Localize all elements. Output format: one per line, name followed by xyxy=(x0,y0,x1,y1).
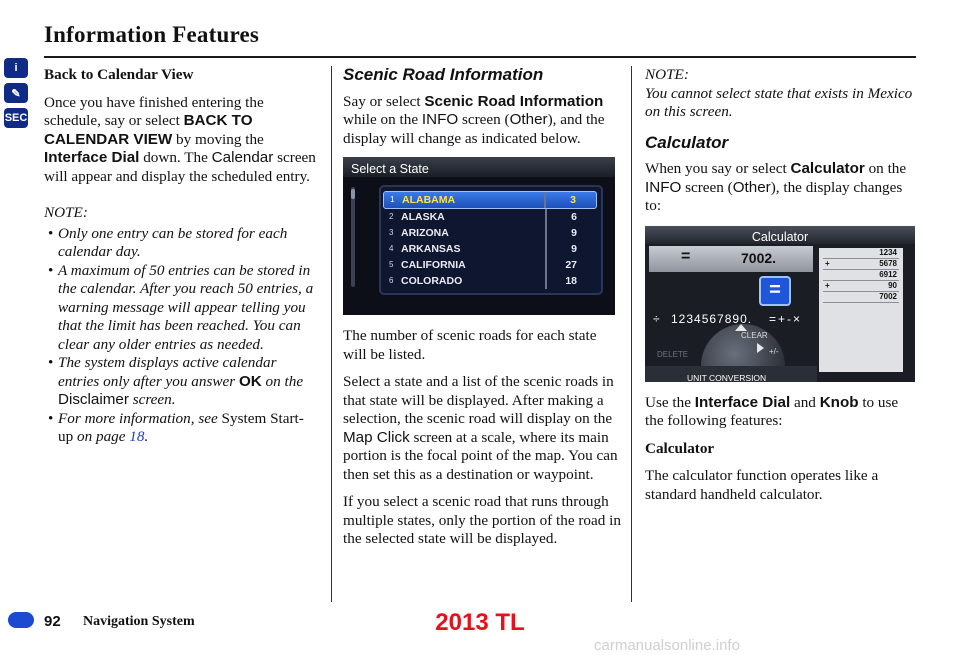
screen-title: Select a State xyxy=(351,162,429,176)
page-link[interactable]: 18 xyxy=(129,428,145,445)
section-heading: Back to Calendar View xyxy=(44,66,194,83)
voice-icon[interactable]: ✎ xyxy=(4,83,28,103)
equals-sign: = xyxy=(681,247,691,265)
list-item[interactable]: 2 ALASKA 6 xyxy=(389,211,577,223)
right-arrow-icon xyxy=(757,343,764,353)
tape-line: 7002 xyxy=(823,292,899,303)
list-item: • A maximum of 50 entries can be stored in the calendar. After you reach 50 entries, a warning message will appear telling you that the limit has been reached. You can clear any older entries as needed. xyxy=(44,262,316,355)
column-2 xyxy=(343,66,621,558)
screen-name: Other xyxy=(732,178,771,196)
digit-keys[interactable]: 1234567890. xyxy=(671,311,753,326)
disclaimer-text: Disclaimer xyxy=(58,391,129,408)
header-rule xyxy=(44,56,916,58)
unit-conversion-button[interactable]: UNIT CONVERSION xyxy=(687,372,767,382)
list-item[interactable]: 6 COLORADO 18 xyxy=(389,275,577,287)
list-item: • The system displays active calendar entries only after you answer OK on the Disclaimer screen. xyxy=(44,354,316,410)
paragraph: Use the Interface Dial and Knob to use the following features: xyxy=(645,393,899,429)
command-text: BACK TO CALENDAR VIEW xyxy=(44,112,253,148)
column-3 xyxy=(645,66,920,513)
sec-icon[interactable]: SEC xyxy=(4,108,28,128)
list-item[interactable]: 3 ARIZONA 9 xyxy=(389,227,577,239)
dial-text: Interface Dial xyxy=(694,393,791,411)
tape-line: 1234 xyxy=(823,248,899,259)
state-list xyxy=(383,191,597,289)
page-number: 92 xyxy=(44,613,61,630)
operator-keys[interactable]: =+-× xyxy=(769,311,803,326)
column-1 xyxy=(44,66,316,447)
list-item[interactable]: 1 ALABAMA 3 xyxy=(383,191,597,209)
scrollbar[interactable] xyxy=(351,187,355,287)
paragraph: If you select a scenic road that runs through multiple states, only the portion of the road in the selected state will be displayed. xyxy=(343,493,621,547)
sub-heading: Calculator xyxy=(645,439,715,457)
note-text: You cannot select state that exists in Mexico on this screen. xyxy=(645,84,913,120)
column-divider xyxy=(331,66,332,602)
command-text: Scenic Road Information xyxy=(424,92,604,110)
note-label: NOTE: xyxy=(44,204,88,221)
paragraph: The calculator function operates like a standard handheld calculator. xyxy=(645,467,879,503)
equals-button[interactable]: = xyxy=(759,276,791,306)
state-select-screenshot xyxy=(343,157,615,315)
tape-line: 6912 xyxy=(823,270,899,281)
screen-name: INFO xyxy=(645,178,682,196)
plusminus-label[interactable]: +/- xyxy=(769,346,779,356)
footer-section: Navigation System xyxy=(83,614,195,629)
knob-text: Knob xyxy=(819,393,859,411)
calc-display xyxy=(649,246,813,272)
site-watermark: carmanualsonline.info xyxy=(594,637,740,654)
paragraph: Select a state and a list of the scenic roads in that state will be displayed. After making a selection, the scenic road will display on the Map Click screen at a scale, where its main portion is the focal point of the map. You can then set this as a destination or waypoint. xyxy=(343,373,618,483)
list-item[interactable]: 4 ARKANSAS 9 xyxy=(389,243,577,255)
calc-value: 7002. xyxy=(741,249,777,266)
note-list xyxy=(44,225,316,447)
tape-line: + 90 xyxy=(825,280,897,290)
screen-title: Calculator xyxy=(751,229,809,244)
paragraph: Say or select Scenic Road Information while on the INFO screen (Other), and the display will change as indicated below. xyxy=(343,92,605,147)
note-label: NOTE: xyxy=(645,66,689,83)
screen-name: INFO xyxy=(421,111,459,128)
paragraph: The number of scenic roads for each state will be listed. xyxy=(343,327,597,363)
tape-line: + 5678 xyxy=(825,258,897,268)
command-text: Calculator xyxy=(790,160,865,177)
dial-text: Interface Dial xyxy=(44,149,140,166)
side-nav xyxy=(2,58,32,133)
paragraph: When you say or select Calculator on the INFO screen (Other), the display changes to: xyxy=(645,160,907,214)
column-divider xyxy=(631,66,632,602)
divide-key[interactable]: ÷ xyxy=(653,311,660,326)
info-icon[interactable]: i xyxy=(4,58,28,78)
clear-label[interactable]: CLEAR xyxy=(741,330,768,340)
paragraph: Once you have finished entering the schedule, say or select BACK TO CALENDAR VIEW by moving the Interface Dial down. The Calendar screen will appear and display the scheduled entry. xyxy=(44,93,316,185)
list-item: • For more information, see System Start-up on page 18. xyxy=(44,410,316,447)
list-item: • Only one entry can be stored for each calendar day. xyxy=(44,225,316,262)
calc-tape xyxy=(819,248,903,372)
link-system-startup[interactable]: System Start-up xyxy=(58,409,304,445)
screen-name: Other xyxy=(509,111,548,128)
list-item[interactable]: 5 CALIFORNIA 27 xyxy=(389,259,577,271)
calculator-screenshot xyxy=(645,226,915,382)
page-title: Information Features xyxy=(44,22,260,47)
delete-label[interactable]: DELETE xyxy=(657,349,689,359)
section-title: Scenic Road Information xyxy=(343,65,544,84)
ok-text: OK xyxy=(238,372,262,390)
screen-name: Calendar xyxy=(211,149,274,166)
model-watermark: 2013 TL xyxy=(435,609,525,636)
section-title: Calculator xyxy=(645,132,729,152)
screen-name: Map Click xyxy=(343,428,410,446)
